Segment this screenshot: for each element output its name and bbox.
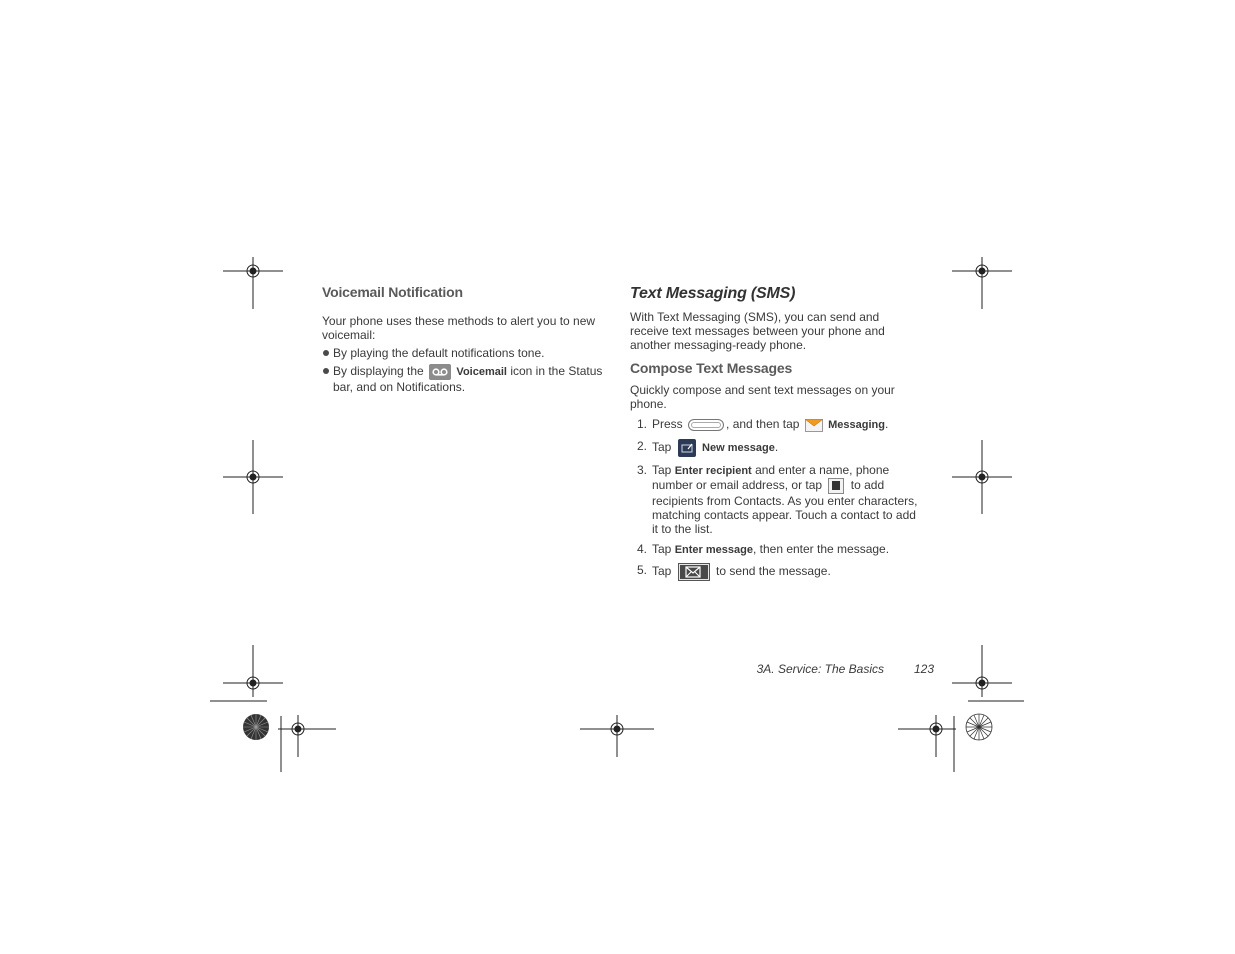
- list-item: 5. Tap to send the message.: [630, 563, 920, 581]
- left-column: [322, 284, 604, 398]
- right-column: [630, 284, 920, 587]
- compose-steps: [630, 417, 920, 581]
- registration-mark: [278, 715, 336, 757]
- star-target-right: [966, 714, 992, 740]
- voicemail-notification-heading: Voicemail Notification: [322, 284, 463, 300]
- registration-mark: [952, 645, 1012, 697]
- voicemail-intro: Your phone uses these methods to alert you to new voicemail:: [322, 314, 596, 342]
- new-message-icon: [678, 439, 696, 457]
- voicemail-label: Voicemail: [456, 366, 507, 379]
- text-messaging-intro: With Text Messaging (SMS), you can send and receive text messages between your phone and another messaging-ready phone.: [630, 310, 885, 352]
- list-item: 2. Tap New message.: [630, 439, 920, 457]
- registration-mark: [898, 715, 956, 757]
- text-messaging-title: Text Messaging (SMS): [630, 285, 796, 302]
- messaging-icon: [805, 417, 823, 433]
- send-icon: [678, 563, 710, 581]
- list-item: By playing the default notifications tone.: [322, 346, 604, 360]
- page-number: 123: [913, 662, 934, 676]
- list-item: 3. Tap Enter recipient and enter a name, phone number or email address, or tap to add recipients from Contacts. As you enter characters, matching contacts appear. Touch a contact to add it to the list.: [637, 463, 918, 536]
- home-key-icon: [688, 419, 724, 431]
- registration-mark: [580, 715, 654, 757]
- contacts-icon: [828, 478, 844, 494]
- registration-mark: [952, 257, 1012, 309]
- voicemail-icon: [429, 364, 451, 380]
- list-item: 1. Press , and then tap Messaging.: [637, 417, 889, 432]
- registration-mark: [223, 257, 283, 309]
- registration-mark: [223, 645, 283, 697]
- list-item: By displaying the Voicemail icon in the Status bar, and on Notifications.: [322, 364, 604, 394]
- compose-heading: Compose Text Messages: [630, 360, 793, 376]
- star-target-left: [243, 714, 269, 740]
- voicemail-methods-list: [322, 346, 604, 394]
- registration-mark: [223, 440, 283, 514]
- compose-intro: Quickly compose and sent text messages on your phone.: [630, 383, 895, 411]
- registration-mark: [952, 440, 1012, 514]
- list-item: 4. Tap Enter message, then enter the message.: [637, 542, 890, 556]
- section-label: 3A. Service: The Basics: [756, 662, 884, 676]
